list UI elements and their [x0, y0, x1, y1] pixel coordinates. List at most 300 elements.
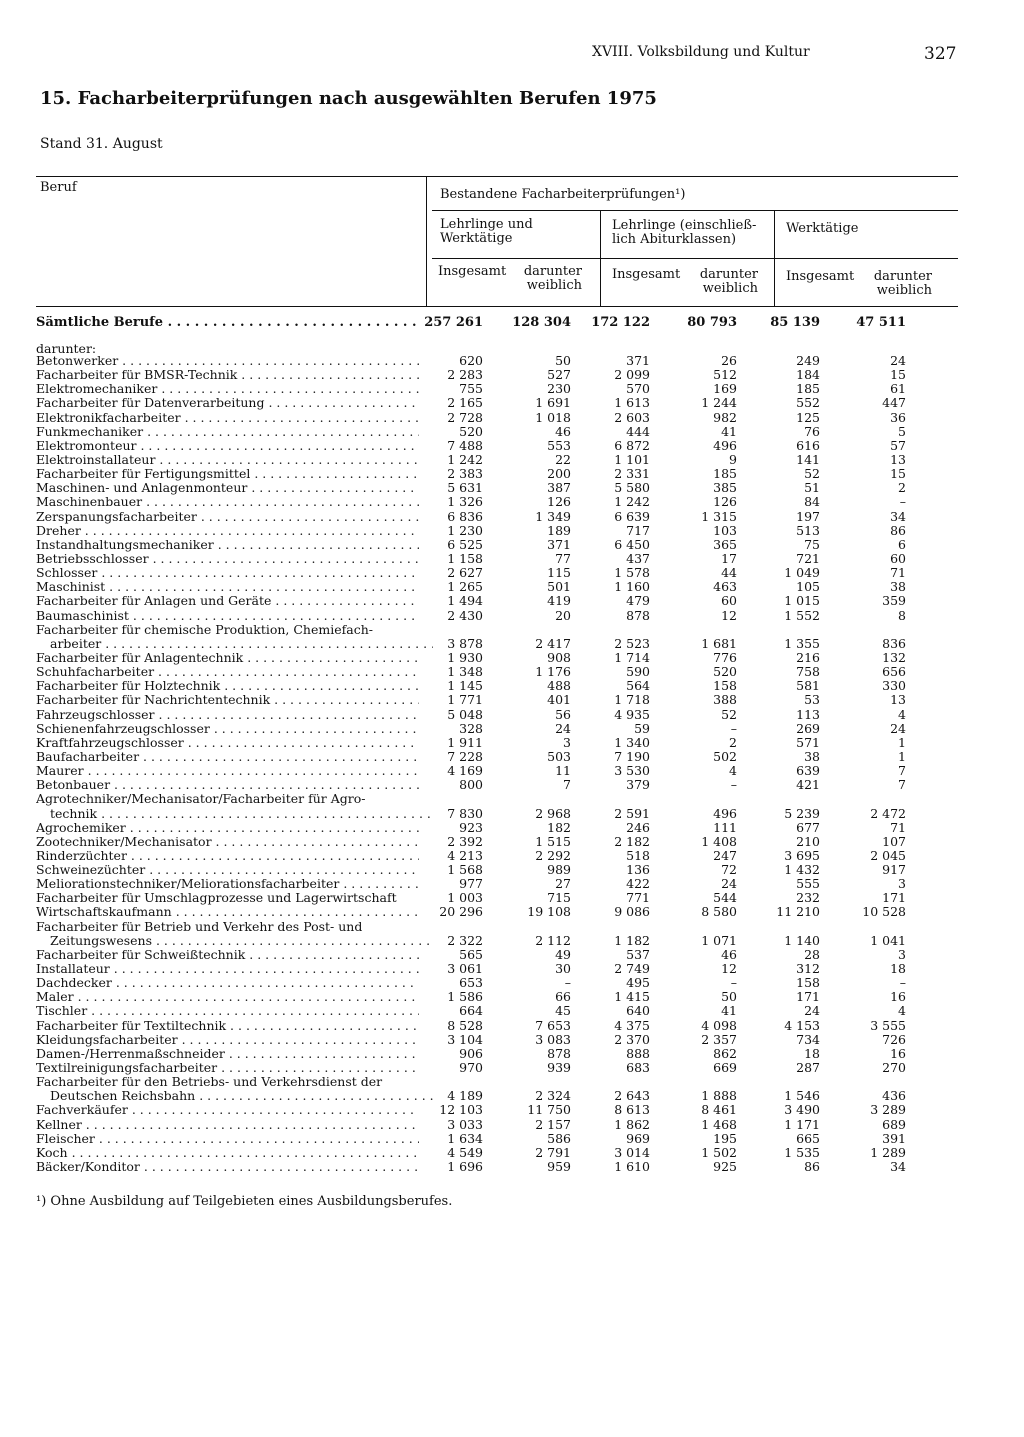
cell: 182 — [547, 819, 571, 835]
cell: 7 190 — [614, 748, 650, 764]
table-row — [0, 594, 1024, 608]
cell: 24 — [804, 1003, 820, 1019]
row-label: Deutschen Reichsbahn . . . — [36, 1089, 433, 1103]
row-label: Wirtschaftskaufmann . . . — [36, 905, 419, 919]
cell: 1 714 — [614, 649, 650, 665]
table-row — [0, 962, 1024, 976]
cell: – — [899, 975, 906, 991]
table-row — [0, 976, 1024, 990]
cell: 726 — [882, 1031, 906, 1047]
cell: 41 — [721, 1003, 737, 1019]
cell: 2 331 — [614, 466, 650, 482]
row-label: Maschinenbauer . . . — [36, 495, 419, 509]
cell: 421 — [796, 777, 820, 793]
table-row — [0, 1019, 1024, 1033]
cell: 105 — [796, 579, 820, 595]
cell: 2 968 — [535, 805, 571, 821]
row-label: Facharbeiter für Datenverarbeitung . . . — [36, 396, 419, 410]
cell: 1 071 — [701, 932, 737, 948]
cell: 52 — [804, 466, 820, 482]
cell: 3 014 — [614, 1144, 650, 1160]
table-row — [0, 368, 1024, 382]
cell: 269 — [796, 720, 820, 736]
row-label: Maschinen- und Anlagenmonteur . . . — [36, 481, 419, 495]
table-row — [0, 1160, 1024, 1174]
header-rule-bottom — [36, 306, 958, 307]
cell: 590 — [626, 664, 650, 680]
table-row — [0, 510, 1024, 524]
cell: 26 — [721, 353, 737, 368]
row-label: Zootechniker/Mechanisator . . . — [36, 835, 419, 849]
cell: 734 — [796, 1031, 820, 1047]
cell: 496 — [713, 437, 737, 453]
header-group-werktaetige: Werktätige — [786, 221, 859, 236]
row-label: Elektronikfacharbeiter . . . — [36, 411, 419, 425]
cell: 20 296 — [439, 904, 483, 920]
header-vrule-2 — [600, 210, 601, 306]
cell: 3 104 — [447, 1031, 483, 1047]
table-row — [0, 1118, 1024, 1132]
cell: 1 718 — [614, 692, 650, 708]
cell: 2 603 — [614, 409, 650, 425]
cell: 2 472 — [870, 805, 906, 821]
cell: 437 — [626, 550, 650, 566]
cell: 230 — [547, 381, 571, 397]
table-row — [0, 495, 1024, 509]
cell: 2 324 — [535, 1088, 571, 1104]
row-label: Installateur . . . — [36, 962, 419, 976]
table-row — [0, 693, 1024, 707]
row-label: Zeitungswesens . . . — [36, 934, 433, 948]
cell: 197 — [796, 508, 820, 524]
cell: 1 018 — [535, 409, 571, 425]
cell: 3 530 — [614, 763, 650, 779]
cell: 2 112 — [535, 932, 571, 948]
cell: 640 — [626, 1003, 650, 1019]
cell: 2 — [729, 734, 737, 750]
table-row — [0, 807, 1024, 821]
row-label: arbeiter . . . — [36, 637, 433, 651]
cell: 328 — [459, 720, 483, 736]
cell: 8 461 — [701, 1102, 737, 1118]
cell: 970 — [459, 1060, 483, 1076]
cell: 103 — [713, 522, 737, 538]
cell: 86 — [890, 522, 906, 538]
cell: 1 546 — [784, 1088, 820, 1104]
cell: 2 417 — [535, 635, 571, 651]
cell: 836 — [882, 635, 906, 651]
cell: 1 502 — [701, 1144, 737, 1160]
header-weiblich-3: darunter weiblich — [873, 269, 932, 298]
cell: 7 228 — [447, 748, 483, 764]
cell: 758 — [796, 664, 820, 680]
cell: 47 511 — [856, 315, 906, 330]
table-row — [0, 481, 1024, 495]
cell: 158 — [796, 975, 820, 991]
header-rule-bestandene — [432, 210, 958, 211]
cell: 878 — [547, 1045, 571, 1061]
table-row — [0, 1132, 1024, 1146]
cell: 520 — [459, 423, 483, 439]
row-label: Kleidungsfacharbeiter . . . — [36, 1033, 419, 1047]
cell: 639 — [796, 763, 820, 779]
table-row — [0, 722, 1024, 736]
cell: 925 — [713, 1159, 737, 1175]
cell: 44 — [721, 565, 737, 581]
cell: 989 — [547, 862, 571, 878]
cell: 444 — [626, 423, 650, 439]
cell: 1 681 — [701, 635, 737, 651]
cell: 287 — [796, 1060, 820, 1076]
row-label: Facharbeiter für BMSR-Technik . . . — [36, 368, 419, 382]
row-label: Koch . . . — [36, 1146, 419, 1160]
table-row — [0, 580, 1024, 594]
cell: – — [730, 777, 737, 793]
cell: 4 549 — [447, 1144, 483, 1160]
cell: 1 171 — [784, 1116, 820, 1132]
cell: 30 — [555, 961, 571, 977]
cell: 125 — [796, 409, 820, 425]
cell: 185 — [796, 381, 820, 397]
cell: 9 086 — [614, 904, 650, 920]
table-row — [0, 1033, 1024, 1047]
cell: 371 — [626, 353, 650, 368]
cell: 38 — [890, 579, 906, 595]
cell: 3 — [898, 876, 906, 892]
cell: 1 568 — [447, 862, 483, 878]
cell: 371 — [547, 536, 571, 552]
row-label: Fachverkäufer . . . — [36, 1103, 419, 1117]
cell: 71 — [890, 819, 906, 835]
table-row — [0, 849, 1024, 863]
cell: 11 210 — [776, 904, 820, 920]
cell: 7 653 — [535, 1017, 571, 1033]
cell: 488 — [547, 678, 571, 694]
cell: 553 — [547, 437, 571, 453]
cell: 2 283 — [447, 367, 483, 383]
cell: 359 — [882, 593, 906, 609]
table-row — [0, 764, 1024, 778]
cell: 1 634 — [447, 1130, 483, 1146]
cell: 6 872 — [614, 437, 650, 453]
row-label: Facharbeiter für Anlagentechnik . . . — [36, 651, 419, 665]
cell: 16 — [890, 1045, 906, 1061]
cell: 1 340 — [614, 734, 650, 750]
cell: 24 — [890, 720, 906, 736]
cell: 527 — [547, 367, 571, 383]
cell: 24 — [555, 720, 571, 736]
total-row — [0, 316, 1024, 334]
cell: 1 289 — [870, 1144, 906, 1160]
cell: 365 — [713, 536, 737, 552]
cell: 60 — [890, 550, 906, 566]
cell: 518 — [626, 847, 650, 863]
row-label: Facharbeiter für Umschlagprozesse und Lagerwirtschaft — [36, 891, 397, 906]
cell: 1 432 — [784, 862, 820, 878]
cell: 5 580 — [614, 480, 650, 496]
row-label: Fahrzeugschlosser . . . — [36, 708, 419, 722]
cell: 9 — [729, 451, 737, 467]
cell: 3 083 — [535, 1031, 571, 1047]
cell: 422 — [626, 876, 650, 892]
cell: 520 — [713, 664, 737, 680]
row-label: Facharbeiter für Schweißtechnik . . . — [36, 948, 419, 962]
cell: 552 — [796, 395, 820, 411]
header-weiblich-2: darunter weiblich — [699, 267, 758, 296]
cell: 1 230 — [447, 522, 483, 538]
cell: 2 165 — [447, 395, 483, 411]
cell: 862 — [713, 1045, 737, 1061]
cell: 436 — [882, 1088, 906, 1104]
cell: 1 930 — [447, 649, 483, 665]
cell: 1 468 — [701, 1116, 737, 1132]
cell: 1 911 — [447, 734, 483, 750]
cell: 1 535 — [784, 1144, 820, 1160]
row-label: Schweinezüchter . . . — [36, 863, 419, 877]
cell: 126 — [547, 494, 571, 510]
cell: 34 — [890, 1159, 906, 1175]
cell: 171 — [882, 890, 906, 906]
cell: 22 — [555, 451, 571, 467]
table-row — [0, 934, 1024, 948]
row-label: Funkmechaniker . . . — [36, 425, 419, 439]
cell: 1 101 — [614, 451, 650, 467]
table-row — [0, 679, 1024, 693]
row-label: Schlosser . . . — [36, 566, 419, 580]
table-row — [0, 750, 1024, 764]
cell: 1 494 — [447, 593, 483, 609]
cell: 49 — [555, 946, 571, 962]
cell: 571 — [796, 734, 820, 750]
cell: 3 — [898, 946, 906, 962]
cell: 80 793 — [687, 315, 737, 330]
cell: 11 — [555, 763, 571, 779]
table-row — [0, 821, 1024, 835]
table-row — [0, 736, 1024, 750]
cell: 75 — [804, 536, 820, 552]
cell: 1 515 — [535, 833, 571, 849]
row-label: Kraftfahrzeugschlosser . . . — [36, 736, 419, 750]
table-row — [0, 948, 1024, 962]
cell: 1 176 — [535, 664, 571, 680]
cell: 6 450 — [614, 536, 650, 552]
row-label: Baufacharbeiter . . . — [36, 750, 419, 764]
row-label: Schuhfacharbeiter . . . — [36, 665, 419, 679]
cell: 656 — [882, 664, 906, 680]
cell: 24 — [890, 353, 906, 368]
row-label: Maschinist . . . — [36, 580, 419, 594]
cell: 45 — [555, 1003, 571, 1019]
cell: 46 — [721, 946, 737, 962]
cell: 5 631 — [447, 480, 483, 496]
cell: 19 108 — [527, 904, 571, 920]
cell: 4 169 — [447, 763, 483, 779]
cell: 115 — [547, 565, 571, 581]
cell: 959 — [547, 1159, 571, 1175]
cell: 7 — [898, 763, 906, 779]
table-row — [0, 920, 1024, 934]
table-row — [0, 609, 1024, 623]
cell: 1 003 — [447, 890, 483, 906]
cell: 969 — [626, 1130, 650, 1146]
header-bestandene: Bestandene Facharbeiterprüfungen¹) — [440, 187, 686, 202]
row-label: Facharbeiter für Betrieb und Verkehr des Post- und — [36, 919, 363, 934]
cell: – — [730, 975, 737, 991]
table-row — [0, 1146, 1024, 1160]
row-label: Maler . . . — [36, 990, 419, 1004]
cell: 27 — [555, 876, 571, 892]
table-row — [0, 1075, 1024, 1089]
cell: 249 — [796, 353, 820, 368]
cell: 669 — [713, 1060, 737, 1076]
cell: 4 098 — [701, 1017, 737, 1033]
cell: 1 691 — [535, 395, 571, 411]
cell: 24 — [721, 876, 737, 892]
cell: 52 — [721, 706, 737, 722]
header-insgesamt-1: Insgesamt — [438, 264, 507, 279]
cell: 3 033 — [447, 1116, 483, 1132]
cell: 1 158 — [447, 550, 483, 566]
cell: 565 — [459, 946, 483, 962]
cell: 683 — [626, 1060, 650, 1076]
row-label: Baumaschinist . . . — [36, 609, 419, 623]
cell: 12 — [721, 961, 737, 977]
cell: 2 182 — [614, 833, 650, 849]
table-row — [0, 453, 1024, 467]
table-row — [0, 778, 1024, 792]
cell: – — [899, 494, 906, 510]
table-row — [0, 905, 1024, 919]
cell: 2 392 — [447, 833, 483, 849]
cell: 195 — [713, 1130, 737, 1146]
cell: – — [730, 720, 737, 736]
cell: 6 525 — [447, 536, 483, 552]
cell: 3 289 — [870, 1102, 906, 1118]
cell: 1 — [898, 734, 906, 750]
header-group-lehrlinge: Lehrlinge (einschließ-lich Abiturklassen) — [612, 218, 757, 247]
table-row — [0, 1004, 1024, 1018]
header-rule-top — [36, 176, 958, 177]
cell: 977 — [459, 876, 483, 892]
cell: 653 — [459, 975, 483, 991]
header-vrule-1 — [426, 176, 427, 306]
cell: 210 — [796, 833, 820, 849]
cell: 158 — [713, 678, 737, 694]
cell: 3 695 — [784, 847, 820, 863]
cell: 1 613 — [614, 395, 650, 411]
table-rows — [0, 354, 1024, 1174]
cell: 503 — [547, 748, 571, 764]
cell: 537 — [626, 946, 650, 962]
cell: – — [564, 975, 571, 991]
row-label: Facharbeiter für chemische Produktion, Chemiefach- — [36, 622, 373, 637]
row-label: Textilreinigungsfacharbeiter . . . — [36, 1061, 419, 1075]
cell: 1 265 — [447, 579, 483, 595]
cell: 463 — [713, 579, 737, 595]
row-label: technik . . . — [36, 807, 433, 821]
cell: 385 — [713, 480, 737, 496]
cell: 50 — [555, 353, 571, 368]
table-row — [0, 651, 1024, 665]
cell: 11 750 — [527, 1102, 571, 1118]
cell: 4 189 — [447, 1088, 483, 1104]
cell: 1 049 — [784, 565, 820, 581]
header-vrule-3 — [774, 210, 775, 306]
cell: 1 586 — [447, 989, 483, 1005]
cell: 800 — [459, 777, 483, 793]
cell: 38 — [804, 748, 820, 764]
cell: 689 — [882, 1116, 906, 1132]
cell: 1 355 — [784, 635, 820, 651]
cell: 246 — [626, 819, 650, 835]
running-head: XVIII. Volksbildung und Kultur — [592, 44, 810, 60]
cell: 501 — [547, 579, 571, 595]
cell: 908 — [547, 649, 571, 665]
cell: 171 — [796, 989, 820, 1005]
cell: 71 — [890, 565, 906, 581]
cell: 495 — [626, 975, 650, 991]
table-row — [0, 425, 1024, 439]
cell: 1 862 — [614, 1116, 650, 1132]
cell: 616 — [796, 437, 820, 453]
cell: 126 — [713, 494, 737, 510]
cell: 2 383 — [447, 466, 483, 482]
cell: 3 555 — [870, 1017, 906, 1033]
cell: 1 182 — [614, 932, 650, 948]
row-label: Elektromonteur . . . — [36, 439, 419, 453]
cell: 77 — [555, 550, 571, 566]
cell: 36 — [890, 409, 906, 425]
cell: 4 — [898, 706, 906, 722]
cell: 247 — [713, 847, 737, 863]
cell: 1 348 — [447, 664, 483, 680]
cell: 7 — [898, 777, 906, 793]
row-label: Schienenfahrzeugschlosser . . . — [36, 722, 419, 736]
cell: 1 140 — [784, 932, 820, 948]
cell: 270 — [882, 1060, 906, 1076]
row-label: Dreher . . . — [36, 524, 419, 538]
cell: 56 — [555, 706, 571, 722]
header-beruf: Beruf — [40, 180, 77, 195]
cell: 620 — [459, 353, 483, 368]
cell: 16 — [890, 989, 906, 1005]
cell: 1 415 — [614, 989, 650, 1005]
cell: 2 292 — [535, 847, 571, 863]
cell: 107 — [882, 833, 906, 849]
table-row — [0, 990, 1024, 1004]
cell: 677 — [796, 819, 820, 835]
cell: 41 — [721, 423, 737, 439]
cell: 72 — [721, 862, 737, 878]
cell: 111 — [713, 819, 737, 835]
cell: 5 239 — [784, 805, 820, 821]
cell: 570 — [626, 381, 650, 397]
cell: 665 — [796, 1130, 820, 1146]
cell: 61 — [890, 381, 906, 397]
row-label: Sämtliche Berufe . . . — [36, 316, 419, 330]
cell: 5 — [898, 423, 906, 439]
table-row — [0, 411, 1024, 425]
spacer — [0, 334, 1024, 342]
header-weiblich-1: darunter weiblich — [523, 264, 582, 293]
cell: 2 157 — [535, 1116, 571, 1132]
cell: 1 349 — [535, 508, 571, 524]
cell: 18 — [804, 1045, 820, 1061]
table-row — [0, 891, 1024, 905]
cell: 185 — [713, 466, 737, 482]
cell: 189 — [547, 522, 571, 538]
cell: 776 — [713, 649, 737, 665]
